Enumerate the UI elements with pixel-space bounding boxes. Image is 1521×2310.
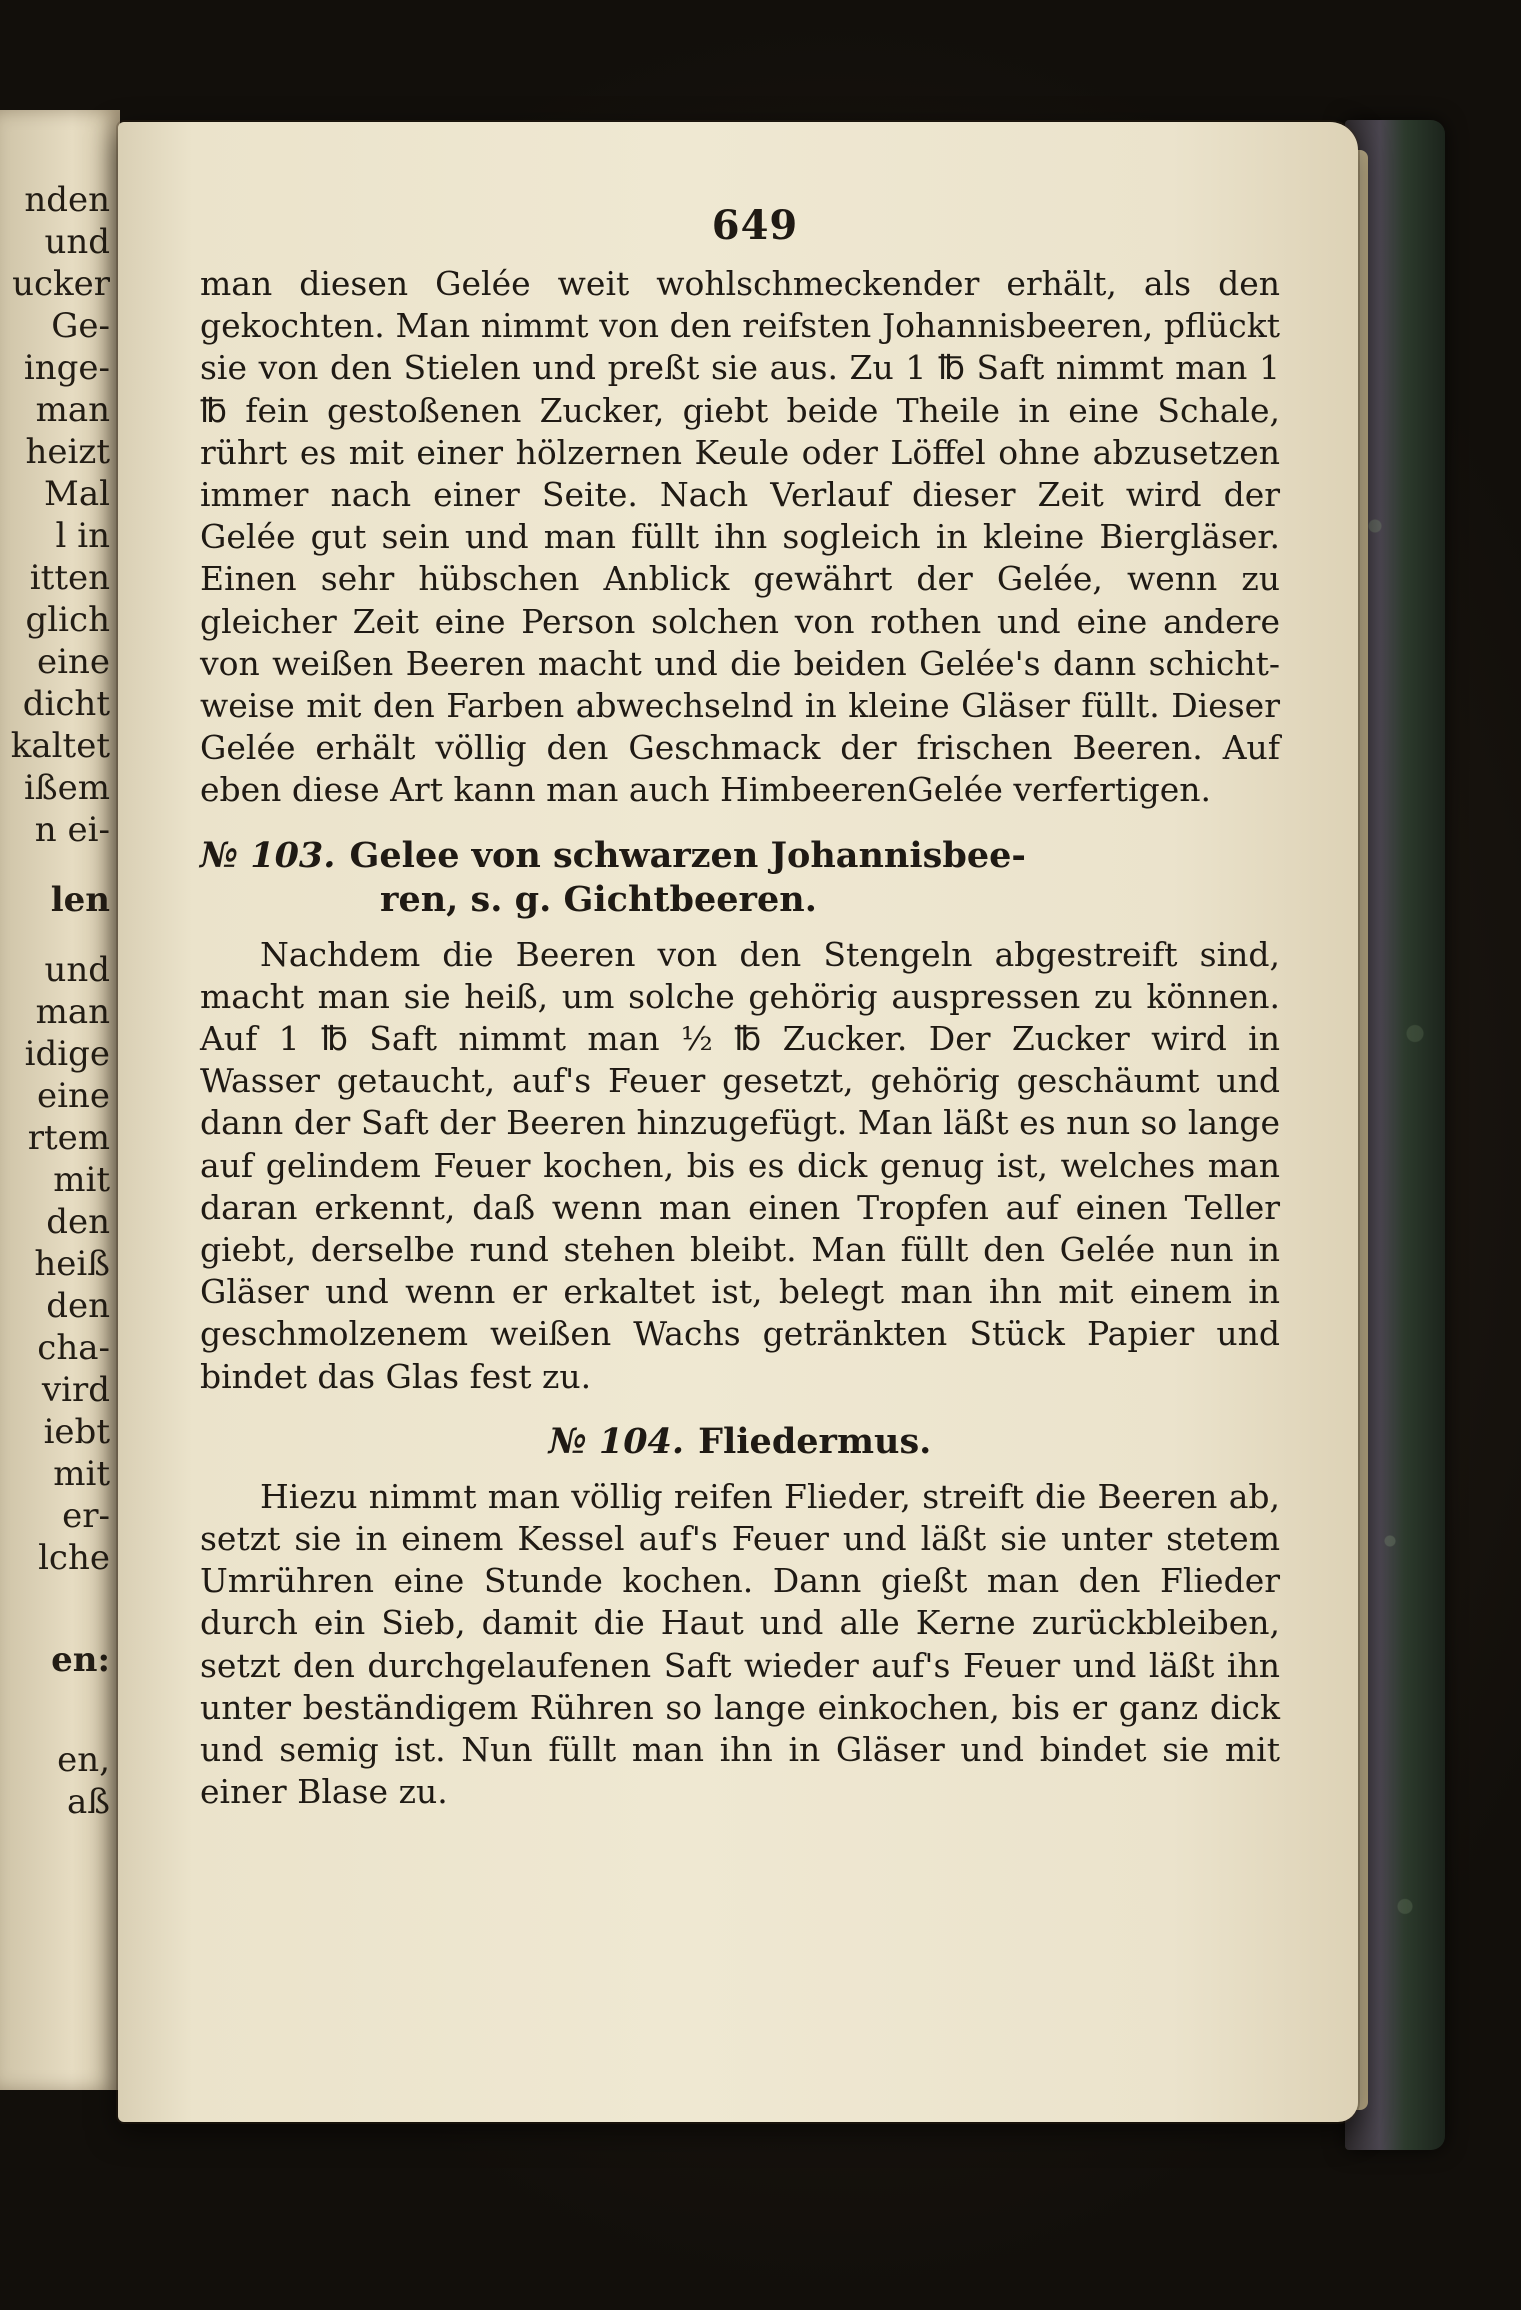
left-page-fragment: man [35,992,110,1032]
left-page-fragment: iebt [43,1412,110,1452]
left-page-fragment: vird [41,1370,110,1410]
recipe-title-103-part2: ren, s. g. Gichtbeeren. [380,878,817,920]
left-page-fragment: en, [57,1740,110,1780]
left-page-fragment: eine [36,642,110,682]
left-page-fragment: Ge- [51,306,110,346]
left-page-fragment: dicht [22,684,110,724]
recipe-number-104: № 104. [548,1420,685,1462]
recipe-title-104: Fliedermus. [698,1420,932,1462]
left-page-fragment: nden [24,180,110,220]
recipe-number-103: № 103. [200,834,336,876]
left-page-fragment: en: [51,1640,110,1680]
previous-page-strip [0,110,120,2090]
left-page-fragment: und [44,950,110,990]
page-number: 649 [711,202,799,249]
left-page-fragment: Mal [44,474,110,514]
left-page-fragment: ißem [24,768,110,808]
left-page-fragment: man [35,390,110,430]
left-page-fragment: ucker [12,264,110,304]
left-page-fragment: den [46,1202,110,1242]
recipe-heading-104 [200,1420,1280,1464]
left-page-fragment: len [50,880,110,920]
left-page-fragment: aß [67,1782,110,1822]
left-page-fragment: und [44,222,110,262]
book-page [118,122,1358,2122]
page-content [200,202,1280,1814]
left-page-fragment: er- [62,1496,110,1536]
left-page-fragment: heizt [25,432,110,472]
left-page-fragment: mit [53,1160,110,1200]
recipe-text-103: Nachdem die Beeren von den Stengeln abgestreift sind, macht man sie heiß, um solche gehörig auspressen zu können. Auf 1 ℔ Saft nimmt man ½ ℔ Zucker. Der Zucker wird in Wasser getaucht, auf's Feuer gesetzt, gehörig geschäumt und dann der Saft der Beeren hinzugefügt. Man läßt es nun so lange auf gelindem Feuer kochen, bis es dick genug ist, welches man daran erkennt, daß wenn man einen Tropfen auf einen Teller giebt, derselbe rund stehen bleibt. Man füllt den Gelée nun in Gläser und wenn er erkaltet ist, belegt man ihn mit einem in geschmolzenem weißen Wachs getränkten Stück Papier und bindet das Glas fest zu. [200,934,1280,1396]
recipe-text-104: Hiezu nimmt man völlig reifen Flieder, streift die Beeren ab, setzt sie in einem Kessel auf's Feuer und läßt sie unter stetem Umrühren eine Stunde kochen. Dann gießt man den Flieder durch ein Sieb, damit die Haut und alle Kerne zurückbleiben, setzt den durchgelaufenen Saft wieder auf's Feuer und läßt ihn unter beständigem Rühren so lange einkochen, bis er ganz dick und semig ist. Nun füllt man ihn in Gläser und bindet sie mit einer Blase zu. [200,1476,1280,1812]
recipe-title-103-part1: Gelee von schwarzen Johannisbee- [349,834,1026,876]
recipe-heading-103 [200,834,1280,922]
left-page-fragment: rtem [27,1118,110,1158]
left-page-fragment: mit [53,1454,110,1494]
left-page-fragment: itten [29,558,110,598]
left-page-fragment: idige [24,1034,110,1074]
recipe-heading-103-line1 [200,834,1280,878]
left-page-fragment: lche [38,1538,110,1578]
left-page-fragment: den [46,1286,110,1326]
left-page-fragment: glich [25,600,110,640]
left-page-fragment: kaltet [10,726,110,766]
paragraph-continued: man diesen Gelée weit wohlschmeckender erhält, als den gekochten. Man nimmt von den reifsten Johannisbeeren, pflückt sie von den Stielen und preßt sie aus. Zu 1 ℔ Saft nimmt man 1 ℔ fein gestoßenen Zucker, giebt beide Theile in eine Schale, rührt es mit einer hölzernen Keule oder Löffel ohne abzusetzen immer nach einer Seite. Nach Verlauf dieser Zeit wird der Gelée gut sein und man füllt ihn sogleich in kleine Biergläser. Einen sehr hübschen Anblick gewährt der Gelée, wenn zu gleicher Zeit eine Person solchen von rothen und eine andere von weißen Beeren macht und die beiden Gelée's dann schichtweise mit den Farben abwechselnd in kleine Gläser füllt. Dieser Gelée erhält völlig den Geschmack der frischen Beeren. Auf eben diese Art kann man auch HimbeerenGelée verfertigen. [200,264,1280,810]
left-page-fragment: heiß [34,1244,110,1284]
left-page-fragment: inge- [23,348,110,388]
left-page-fragment: n ei- [34,810,110,850]
left-page-fragment: l in [55,516,110,556]
left-page-fragment: eine [36,1076,110,1116]
left-page-fragment: cha- [37,1328,110,1368]
